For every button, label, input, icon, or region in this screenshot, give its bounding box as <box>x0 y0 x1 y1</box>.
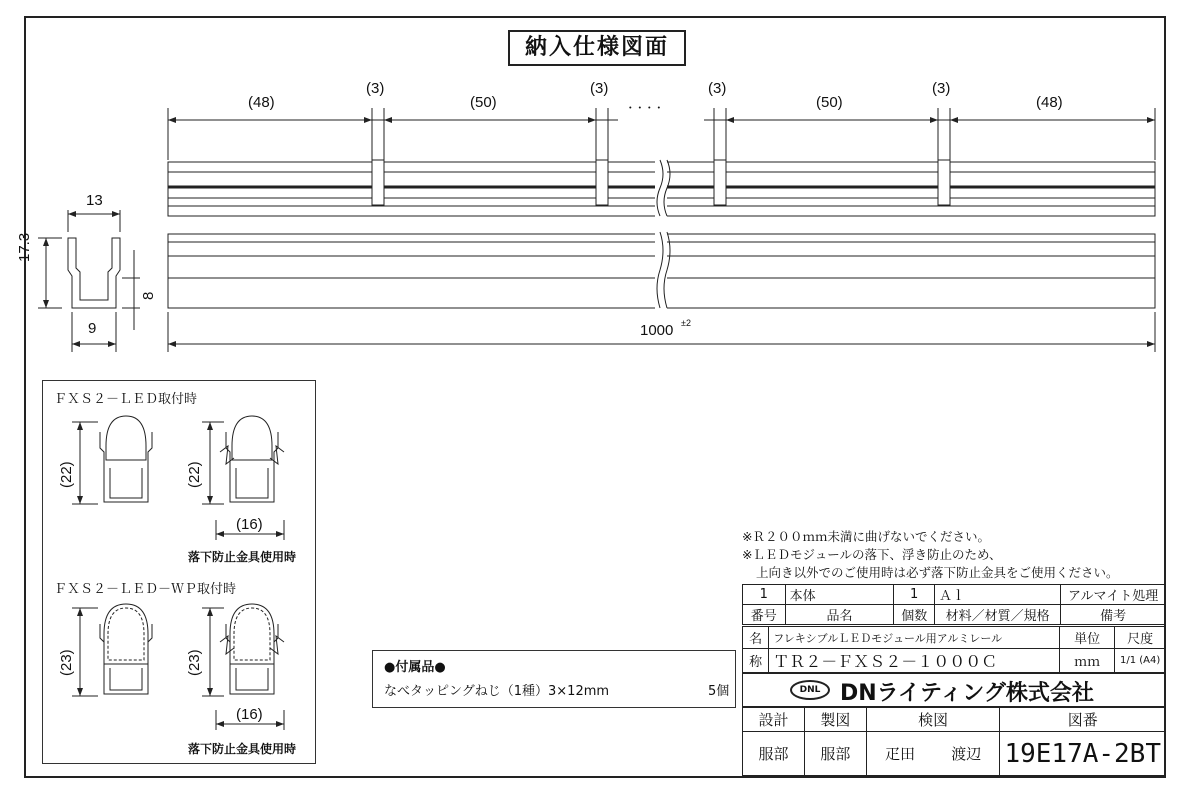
part-quantity: 1 <box>894 585 935 605</box>
product-description: フレキシブルＬＥＤモジュール用アルミレール <box>769 627 1060 649</box>
mount-heading-led: ＦＸＳ２－ＬＥＤ取付時 <box>54 392 198 407</box>
dim-section-bottom: 9 <box>88 320 97 337</box>
part-number: 1 <box>743 585 786 605</box>
mount-wp-note: 落下防止金具使用時 <box>188 742 297 756</box>
dim-gap-1: (3) <box>366 80 385 97</box>
accessories-qty: 5個 <box>708 684 730 699</box>
dim-section-width: 13 <box>86 192 103 209</box>
drawing-number: 19E17A-2BT <box>1000 732 1166 776</box>
accessories-item: なべタッピングねじ（1種）3×12mm <box>384 684 610 699</box>
page-title: 納入仕様図面 <box>508 30 686 66</box>
unit-label: 単位 <box>1060 627 1115 649</box>
part-material: Ａｌ <box>935 585 1061 605</box>
header-material: 材料／材質／規格 <box>935 605 1061 625</box>
product-code: ＴＲ２－ＦＸＳ２－１０００Ｃ <box>769 649 1060 673</box>
approval-block <box>742 707 1166 776</box>
mount-led-height-b: (22) <box>186 461 203 488</box>
company-name: DNライティング株式会社 <box>840 681 1094 706</box>
name-label-top: 名 <box>743 627 769 649</box>
drawing-label: 製図 <box>804 708 866 732</box>
product-name-block <box>742 626 1166 673</box>
dim-section-depth: 8 <box>140 291 157 300</box>
part-remarks: アルマイト処理 <box>1061 585 1166 605</box>
mount-led-note: 落下防止金具使用時 <box>188 550 297 564</box>
name-label-bottom: 称 <box>743 649 769 673</box>
accessories-heading: ●付属品● <box>384 660 446 675</box>
header-number: 番号 <box>743 605 786 625</box>
dim-middle-segment-2: (50) <box>816 94 843 111</box>
scale-label: 尺度 <box>1115 627 1166 649</box>
parts-table <box>742 584 1166 625</box>
unit-value: ｍｍ <box>1060 649 1115 673</box>
mounting-sections <box>42 380 316 764</box>
mount-wp-height-b: (23) <box>186 649 203 676</box>
design-label: 設計 <box>743 708 805 732</box>
mount-led-height-a: (22) <box>58 461 75 488</box>
drawing-number-label: 図番 <box>1000 708 1166 732</box>
part-name: 本体 <box>785 585 894 605</box>
company-logo: DNL <box>790 680 830 700</box>
dim-section-height: 17.3 <box>16 232 33 262</box>
dim-continuation-dots: ．．．． <box>628 95 674 112</box>
dim-gap-2: (3) <box>590 80 609 97</box>
designer-name: 服部 <box>743 732 805 776</box>
dim-gap-4: (3) <box>932 80 951 97</box>
note-fall-bracket: 上向き以外でのご使用時は必ず落下防止金具をご使用ください。 <box>756 565 1119 580</box>
mount-wp-height-a: (23) <box>58 649 75 676</box>
dim-gap-3: (3) <box>708 80 727 97</box>
mount-wp-width: (16) <box>236 706 263 723</box>
checker-name-2: 渡辺 <box>933 732 1000 776</box>
dim-middle-segment-1: (50) <box>470 94 497 111</box>
dim-total-tolerance: ±2 <box>681 318 691 328</box>
header-remarks: 備考 <box>1061 605 1166 625</box>
scale-value: 1/1 (A4) <box>1115 649 1166 673</box>
note-led-fall: ※ＬＥＤモジュールの落下、浮き防止のため、 <box>742 547 1002 562</box>
dim-total-length: 1000 <box>640 322 674 339</box>
dim-left-segment: (48) <box>248 94 275 111</box>
check-label: 検図 <box>866 708 1000 732</box>
mount-led-width: (16) <box>236 516 263 533</box>
note-bend-radius: ※Ｒ２００ｍｍ未満に曲げないでください。 <box>742 529 990 544</box>
drafter-name: 服部 <box>804 732 866 776</box>
checker-name-1: 疋田 <box>866 732 933 776</box>
mount-heading-led-wp: ＦＸＳ２－ＬＥＤ－ＷＰ取付時 <box>54 582 237 597</box>
header-name: 品名 <box>785 605 894 625</box>
header-quantity: 個数 <box>894 605 935 625</box>
dim-right-segment: (48) <box>1036 94 1063 111</box>
